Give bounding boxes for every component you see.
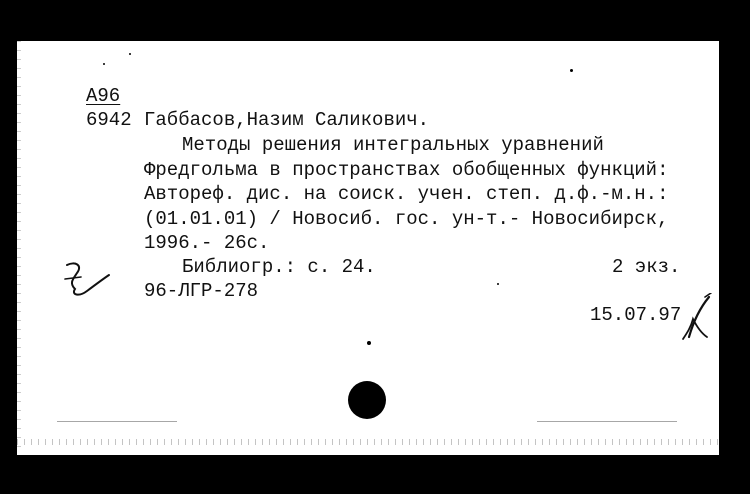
speck-dot bbox=[497, 283, 499, 285]
card-filing-hole bbox=[348, 381, 386, 419]
speck-line bbox=[57, 421, 177, 422]
speck-dot bbox=[570, 69, 573, 72]
right-handwritten-mark-icon bbox=[679, 293, 719, 343]
speck-dot bbox=[367, 341, 371, 345]
title-line-3: Автореф. дис. на соиск. учен. степ. д.ф.-м.н.: bbox=[144, 183, 669, 205]
shelfmark: А96 bbox=[86, 85, 121, 107]
scan-edge-noise-bottom bbox=[17, 439, 719, 445]
title-line-4: (01.01.01) / Новосиб. гос. ун-т.- Новосибирск, bbox=[144, 208, 669, 230]
author-name: Габбасов,Назим Саликович. bbox=[144, 109, 430, 131]
title-line-2: Фредгольма в пространствах обобщенных функций: bbox=[144, 159, 669, 181]
speck-dot bbox=[129, 53, 131, 55]
title-line-1: Методы решения интегральных уравнений bbox=[182, 134, 604, 156]
catalog-card bbox=[17, 41, 719, 455]
speck-dot bbox=[103, 63, 105, 65]
left-handwritten-mark-icon bbox=[61, 261, 121, 301]
title-line-5: 1996.- 26с. bbox=[144, 232, 270, 254]
processing-date: 15.07.97 bbox=[590, 304, 682, 326]
scan-edge-noise-left bbox=[17, 41, 21, 455]
bibliography-note: Библиогр.: с. 24. bbox=[182, 256, 376, 278]
speck-line bbox=[537, 421, 677, 422]
registry-code: 96-ЛГР-278 bbox=[144, 280, 259, 302]
copies-count: 2 экз. bbox=[612, 256, 681, 278]
accession-number: 6942 bbox=[86, 109, 132, 131]
